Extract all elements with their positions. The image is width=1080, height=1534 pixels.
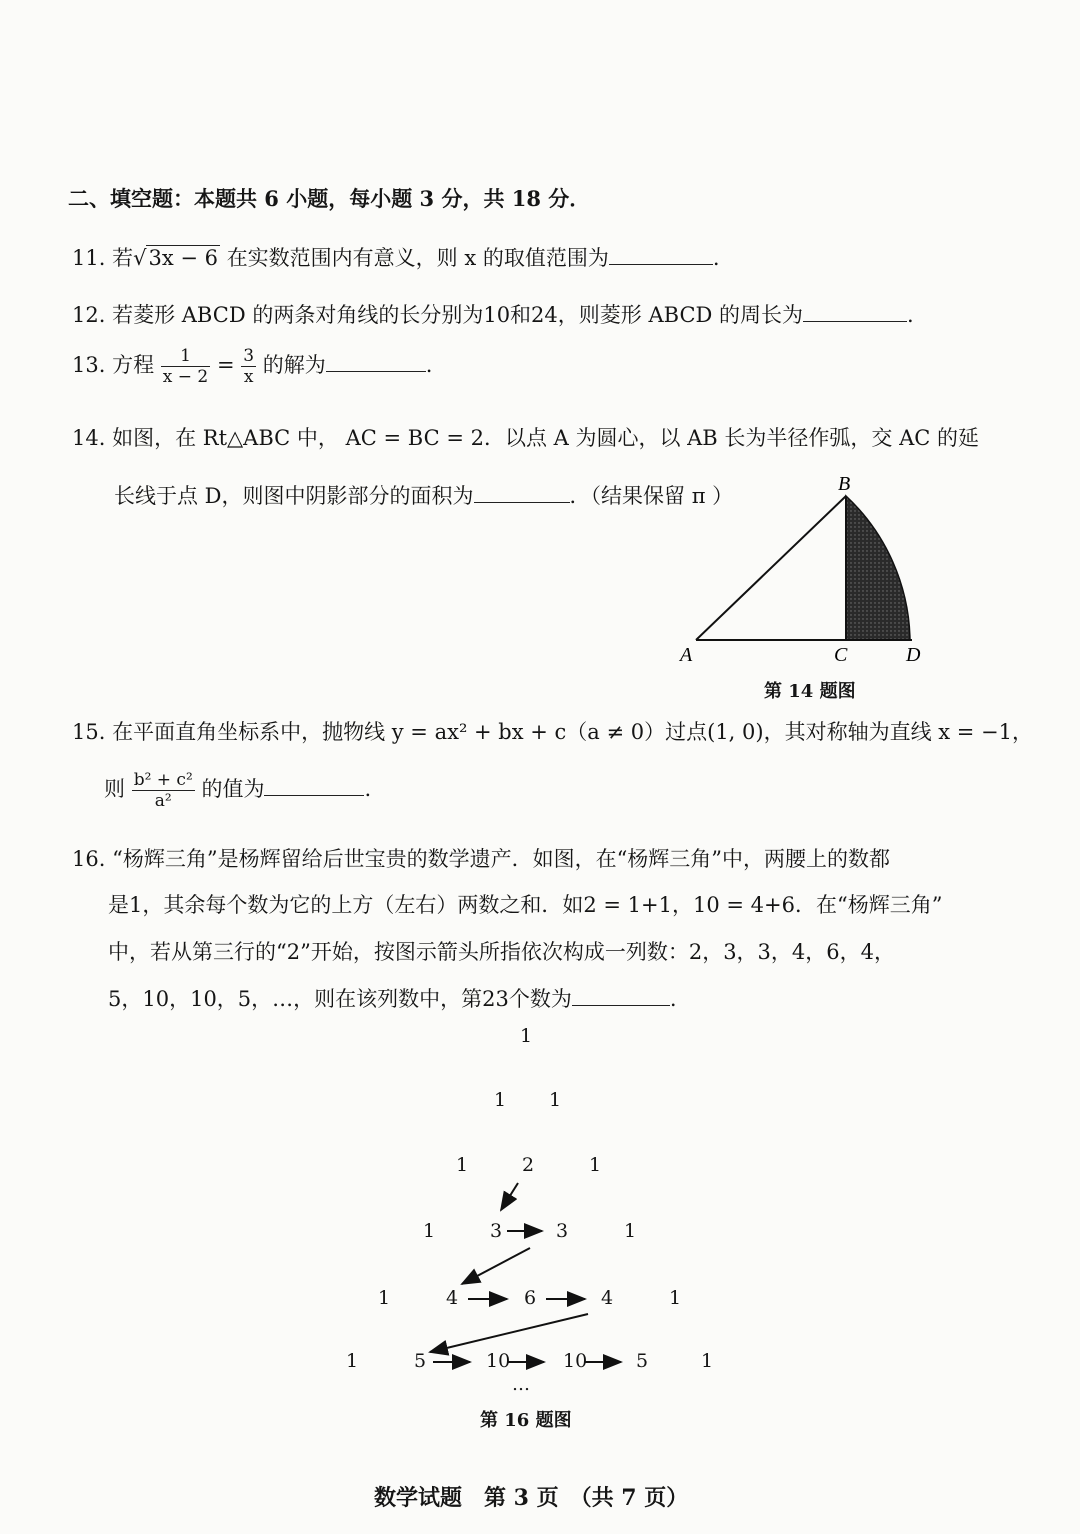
section-title: 二、填空题：本题共 6 小题，每小题 3 分，共 18 分． [68, 186, 591, 211]
question-16-line3: 中，若从第三行的“2”开始，按图示箭头所指依次构成一列数：2，3，3，4，6，4， [108, 940, 895, 964]
triangle-number: 1 [378, 1287, 391, 1309]
question-number: 16. [72, 847, 106, 871]
period: . [907, 303, 914, 327]
period: . [712, 246, 720, 270]
question-text: “杨辉三角”是杨辉留给后世宝贵的数学遗产．如图，在“杨辉三角”中，两腰上的数都 [112, 847, 891, 871]
triangle-number: 10 [563, 1350, 588, 1372]
question-number: 11. [72, 246, 106, 270]
triangle-number: 2 [522, 1154, 535, 1176]
figure-16-caption: 第 16 题图 [480, 1410, 572, 1431]
label-d: D [906, 644, 921, 666]
figure-14-caption: 第 14 题图 [764, 681, 856, 702]
question-text: 长线于点 D，则图中阴影部分的面积为 [114, 484, 474, 508]
triangle-number: 1 [701, 1350, 714, 1372]
period: . [669, 987, 677, 1011]
question-16-line2: 是1，其余每个数为它的上方（左右）两数之和．如2 = 1+1，10 = 4+6．在“杨辉三角” [108, 893, 943, 917]
question-text-pre: 若 [112, 246, 134, 270]
question-number: 12. [72, 303, 106, 327]
sqrt-expression: √3x − 6 [133, 246, 218, 270]
question-text: 在平面直角坐标系中，抛物线 y = ax² + bx + c（a ≠ 0）过点(1, 0)，其对称轴为直线 x = −1， [112, 720, 1034, 744]
question-text: 如图，在 Rt△ABC 中， AC = BC = 2．以点 A 为圆心，以 AB 长为半径作弧，交 AC 的延 [112, 426, 979, 450]
triangle-number: 1 [669, 1287, 682, 1309]
triangle-number: 1 [494, 1089, 507, 1111]
question-text: 5，10，10，5，…，则在该列数中，第23个数为 [108, 987, 572, 1011]
triangle-number: 4 [601, 1287, 614, 1309]
fraction-left: $\frac{1}{x - 2}$ [162, 346, 209, 387]
triangle-number: 1 [589, 1154, 602, 1176]
page-footer-text: 数学试题 第 3 页 （共 7 页） [374, 1485, 689, 1511]
period: . [425, 353, 433, 377]
question-text-pre: 方程 [112, 353, 155, 377]
question-text: 的值为 [201, 777, 265, 801]
triangle-number: 5 [636, 1350, 649, 1372]
triangle-ellipsis: … [512, 1374, 530, 1395]
label-a: A [680, 644, 693, 666]
period: . [364, 777, 372, 801]
label-b: B [838, 473, 851, 495]
triangle-number: 1 [624, 1220, 637, 1242]
triangle-number: 10 [486, 1350, 511, 1372]
arrow [501, 1183, 518, 1210]
triangle-number: 4 [446, 1287, 459, 1309]
arrow [430, 1314, 588, 1352]
equals-sign: = [216, 353, 235, 377]
question-text-pre: 则 [104, 777, 125, 801]
triangle-number: 3 [490, 1220, 503, 1242]
question-text: 在实数范围内有意义，则 x 的取值范围为 [226, 246, 609, 270]
arrow [462, 1248, 530, 1284]
label-c: C [834, 644, 848, 666]
triangle-number: 1 [456, 1154, 469, 1176]
fraction: $\frac{\text{b² + c²}}{\text{a²}}$ [133, 770, 193, 811]
triangle-number: 1 [520, 1025, 533, 1047]
question-number: 13. [72, 353, 106, 377]
triangle-number: 5 [414, 1350, 427, 1372]
question-text: 的解为 [262, 353, 326, 377]
triangle-number: 1 [423, 1220, 436, 1242]
triangle-number: 6 [524, 1287, 537, 1309]
fraction-right: $\frac{3}{x}$ [243, 346, 255, 387]
triangle-number: 3 [556, 1220, 569, 1242]
question-text: 若菱形 ABCD 的两条对角线的长分别为10和24，则菱形 ABCD 的周长为 [112, 303, 804, 327]
question-number: 14. [72, 426, 106, 450]
question-number: 15. [72, 720, 106, 744]
triangle-number: 1 [346, 1350, 359, 1372]
triangle-number: 1 [549, 1089, 562, 1111]
question-text-tail: ．（结果保留 π ） [569, 484, 734, 508]
